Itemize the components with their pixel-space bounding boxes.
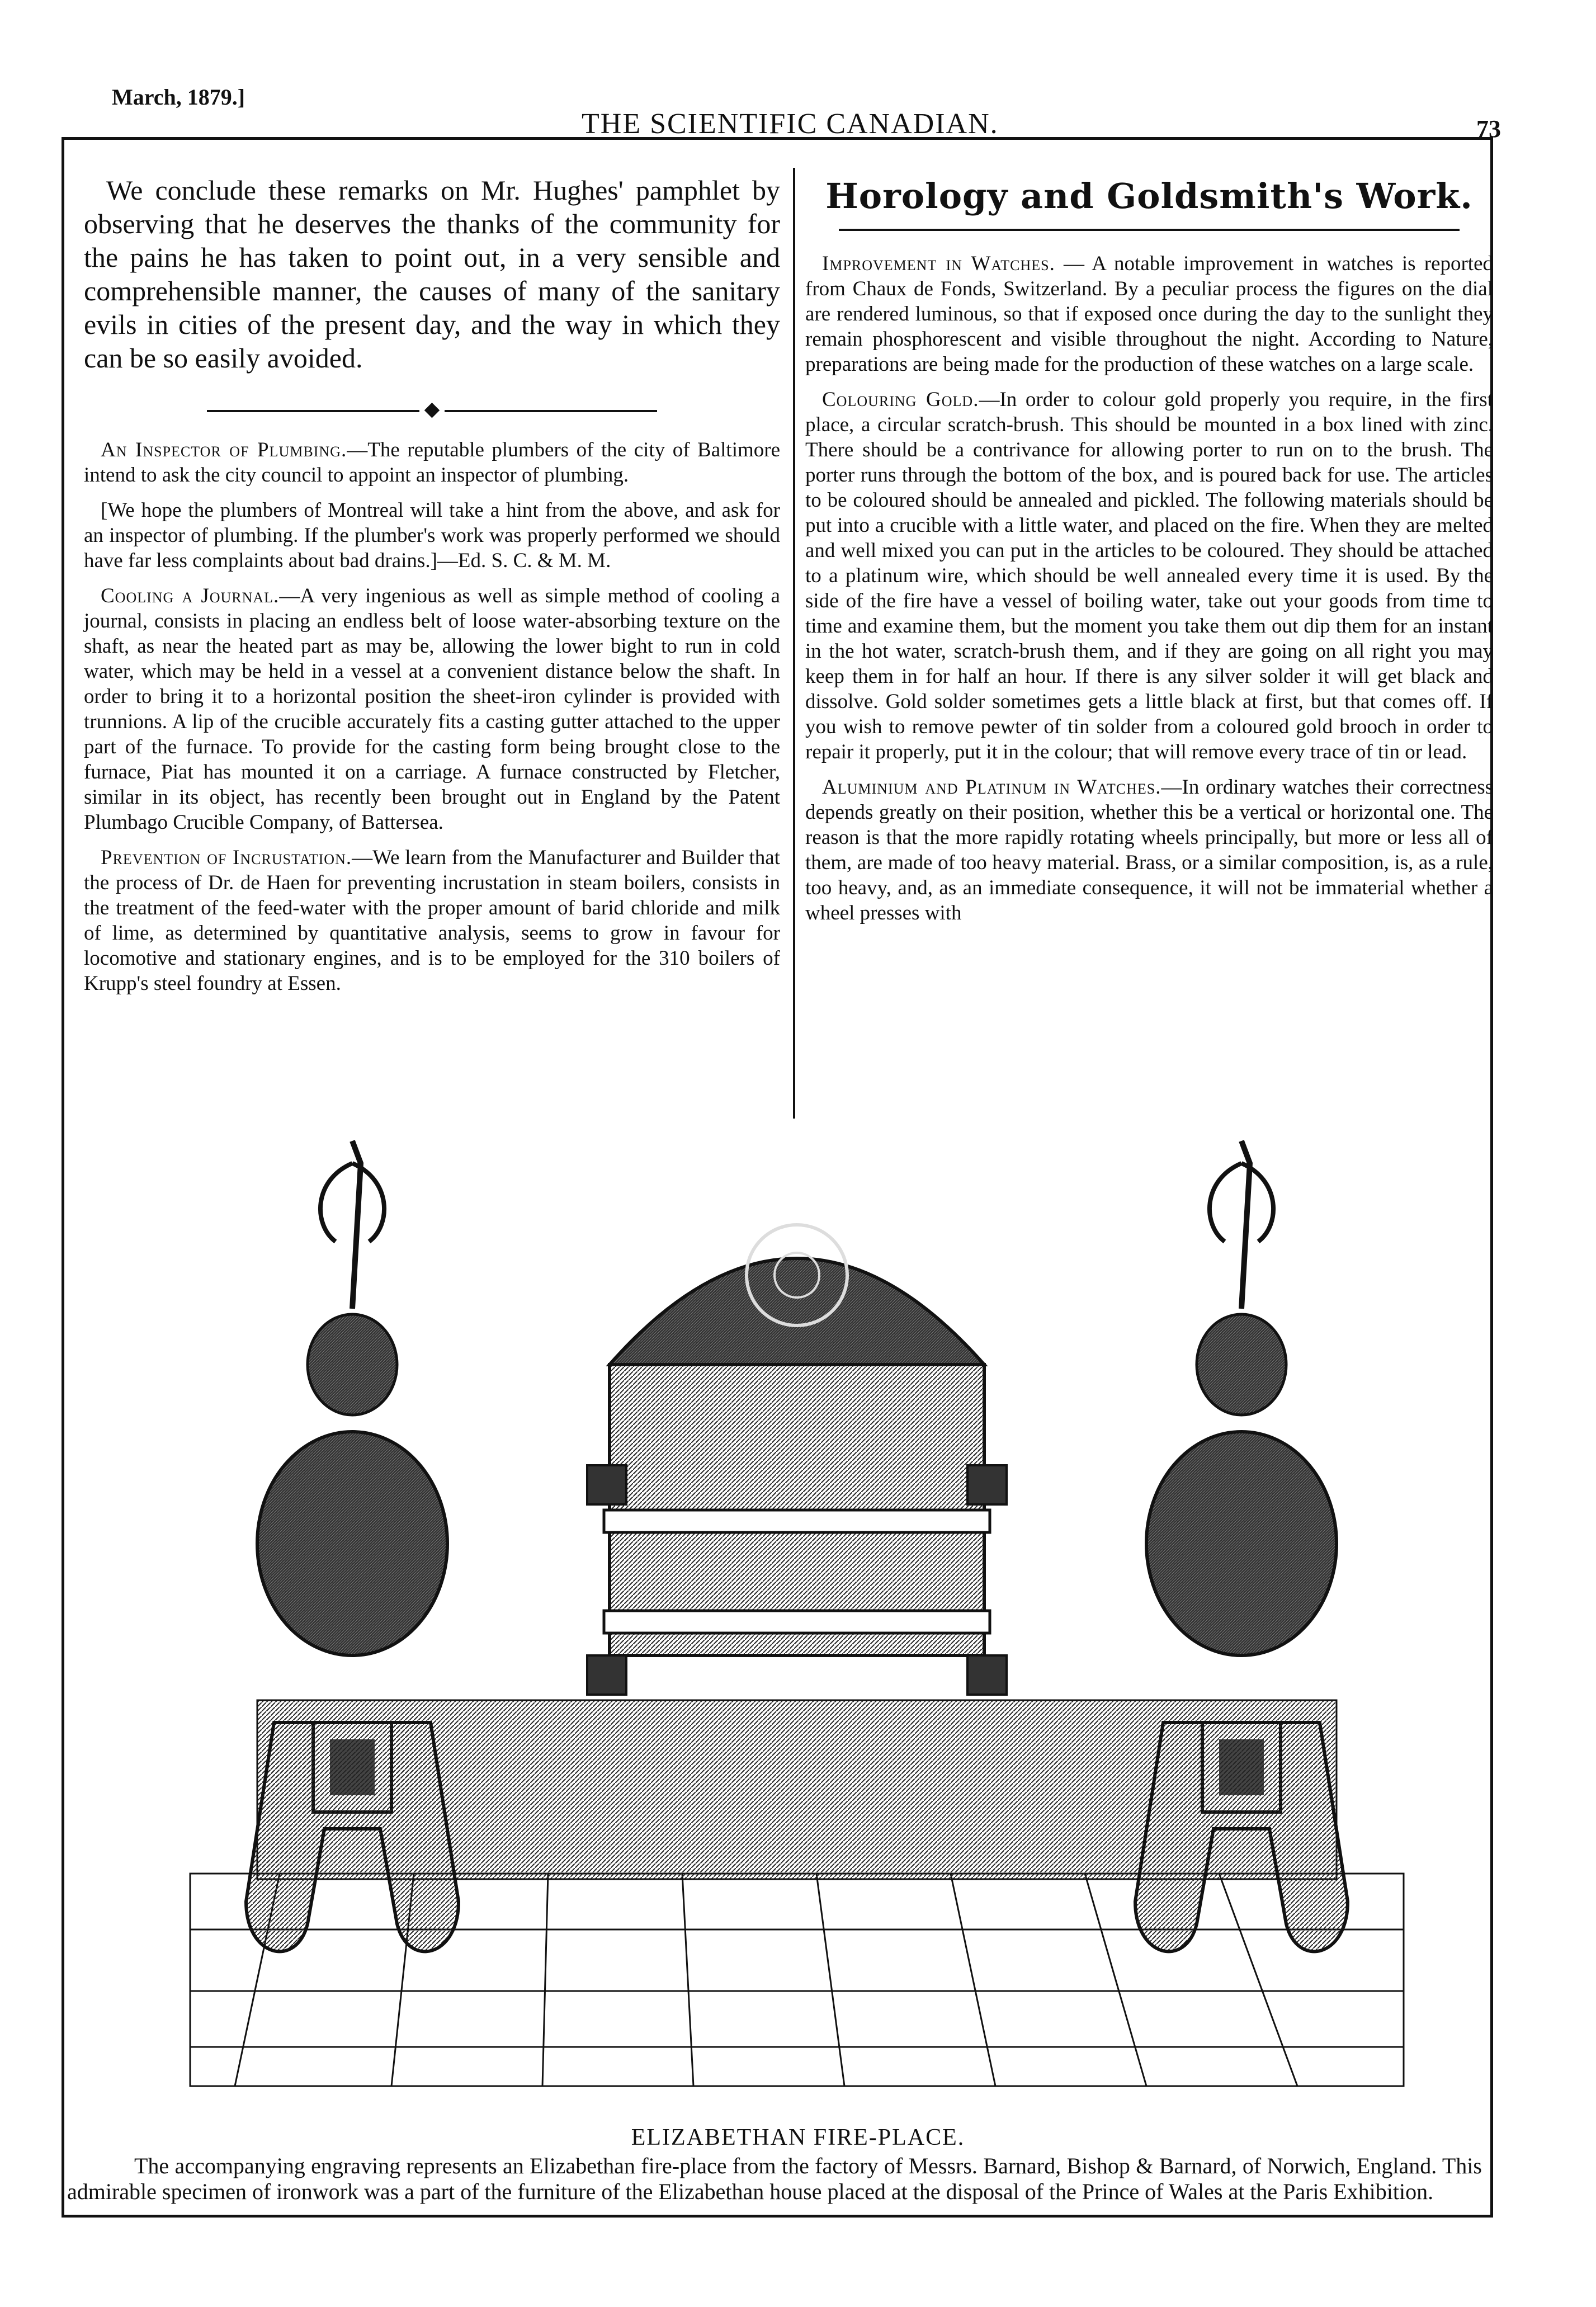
article-text: —The reputable plumbers of the city of Baltimore intend to ask the city council to appoint an inspector of plumbing. <box>84 438 780 487</box>
article-text: — A notable improvement in watches is reported from Chaux de Fonds, Switzerland. By a peculiar process the figures on the dial are rendered luminous, so that if exposed once during the day to the sunlight they remain phosphorescent and visible throughout the night. According to Nature, preparations are being made for the production of these watches on a large scale. <box>805 252 1494 376</box>
fireplace-engraving <box>145 1130 1448 2108</box>
column-divider <box>793 168 795 1119</box>
page-number: 73 <box>1476 115 1501 143</box>
article-cooling-journal <box>84 583 780 835</box>
article-text: —In order to colour gold properly you require, in the first place, a circular scratch-brush. This should be mounted in a box lined with zinc. There should be a contrivance for allowing porter to run on to the brush. The porter runs through the bottom of the box, and is poured back for use. The articles to be coloured should be annealed and pickled. The following materials should be put into a crucible with a little water, and placed on the fire. When they are melted and well mixed you can put in the articles to be coloured. They should be attached to a platinum wire, which should be well annealed every time it is used. By the side of the fire have a vessel of boiling water, take out your goods from time to time and examine them, but the moment you take them out dip them for an instant in the hot water, scratch-brush them, and if they are going on all right you may keep them in for half an hour. If there is any silver solder it will get black and dissolve. Gold solder sometimes gets a little black at first, but that comes off. If you wish to remove pewter of tin solder from a coloured gold brooch in order to repair it properly, put it in the colour; that will remove every trace of tin or lead. <box>805 388 1493 763</box>
left-andiron <box>246 1141 459 1951</box>
article-heading: An Inspector of Plumbing. <box>101 438 347 461</box>
running-title: THE SCIENTIFIC CANADIAN. <box>582 108 999 140</box>
article-heading: Cooling a Journal. <box>101 584 280 607</box>
article-text: —We learn from the Manufacturer and Builder that the process of Dr. de Haen for preventing incrustation in steam boilers, consists in the treatment of the feed-water with the proper amount of barid chloride and milk of lime, as determined by quantitative analysis, seems to grow in favour for locomotive and stationary engines, and is to be employed for the 310 boilers of Krupp's steel foundry at Essen. <box>84 846 780 995</box>
article-inspector-plumbing <box>84 437 780 488</box>
left-column <box>84 168 780 1006</box>
article-aluminium-platinum <box>805 775 1493 926</box>
section-rule <box>839 229 1460 231</box>
article-heading: Aluminium and Platinum in Watches. <box>822 776 1161 799</box>
editor-note <box>84 498 780 573</box>
right-column <box>805 168 1493 936</box>
article-improvement-watches <box>805 251 1493 377</box>
article-text: —In ordinary watches their correctness depends greatly on their position, whether this be a vertical or horizontal one. The reason is that the more rapidly rotating wheels principally, but more or less all of them, are made of too heavy material. Brass, or a similar composition, is, as a rule, too heavy, and, as an immediate consequence, it will not be immaterial whether a wheel presses with <box>805 776 1493 924</box>
article-prevention-incrustation <box>84 845 780 996</box>
article-colouring-gold <box>805 387 1493 765</box>
article-text: —A very ingenious as well as simple method of cooling a journal, consists in placing an endless belt of loose water-absorbing texture on the shaft, as near the heated part as may be, allowing the lower bight to run in cold water, which may be held in a vessel at a convenient distance below the shaft. In order to bring it to a horizontal position the sheet-iron cylinder is provided with trunnions. A lip of the crucible accurately fits a casting gutter attached to the upper part of the furnace. To provide for the casting form being brought close to the furnace, Piat has mounted it on a carriage. A furnace constructed by Fletcher, similar in its object, has recently been brought out in England by the Patent Plumbago Crucible Company, of Battersea. <box>84 584 780 834</box>
tiled-floor <box>190 1874 1404 2086</box>
article-heading: Colouring Gold. <box>822 388 979 411</box>
ornamental-divider: ◆ <box>84 397 780 421</box>
article-text: [We hope the plumbers of Montreal will take a hint from the above, and ask for an inspector of plumbing. If the plumber's work was properly performed we should have far less complaints about bad drains.]—Ed. S. C. & M. M. <box>84 499 780 572</box>
article-heading: Prevention of Incrustation. <box>101 846 352 869</box>
section-title: Horology and Goldsmith's Work. <box>825 176 1473 216</box>
lead-paragraph: We conclude these remarks on Mr. Hughes' pamphlet by observing that he deserves the thanks of the community for the pains he has taken to point out, in a very sensible and comprehensible manner, the causes of many of the sanitary evils in cities of the present day, and the way in which they can be so easily avoided. <box>84 174 780 374</box>
article-heading: Improvement in Watches. <box>822 252 1055 275</box>
figure-caption-text: The accompanying engraving represents an Elizabethan fire-place from the factory of Messrs. Barnard, Bishop & Barnard, of Norwich, England. This admirable specimen of ironwork was a part of the furniture of the Elizabethan house placed at the disposal of the Prince of Wales at the Paris Exhibition. <box>67 2153 1482 2204</box>
running-date: March, 1879.] <box>112 84 245 110</box>
right-andiron <box>1135 1141 1348 1951</box>
grate <box>587 1225 1007 1695</box>
figure-caption-title: ELIZABETHAN FIRE-PLACE. <box>631 2125 965 2150</box>
